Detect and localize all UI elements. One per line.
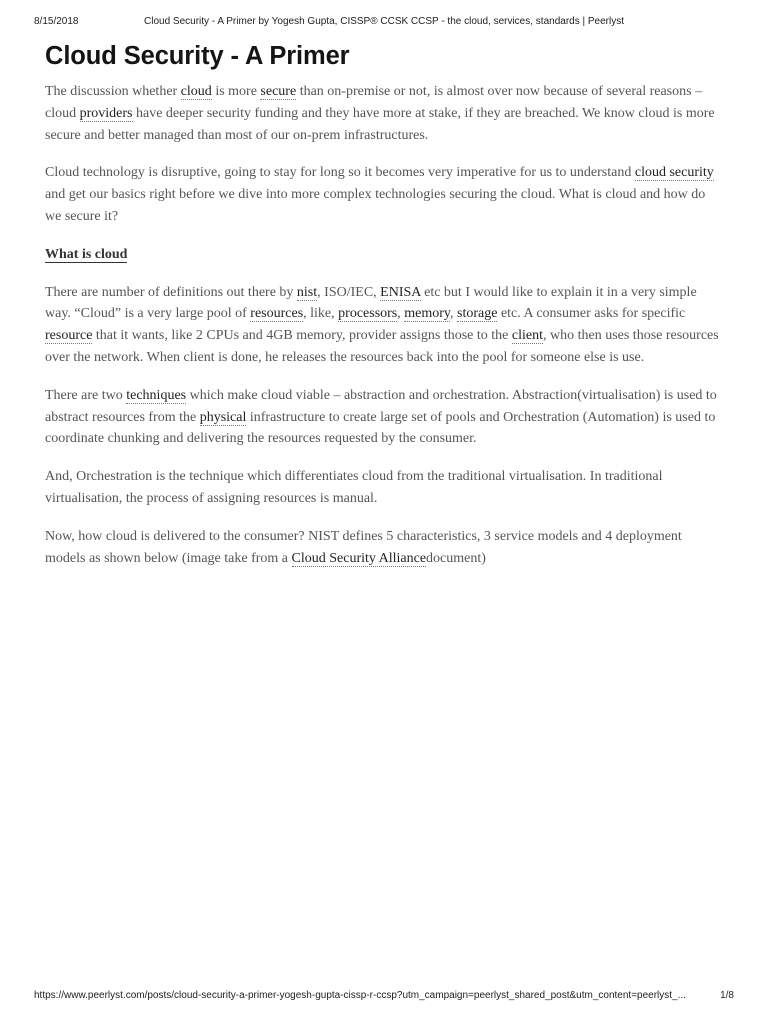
text: which make cloud viable – abstraction and orchestration. Abstraction(virtualisation) is used to abstract resources from the [45, 387, 717, 425]
print-date: 8/15/2018 [34, 16, 79, 27]
link-enisa[interactable]: ENISA [380, 284, 421, 300]
link-processors[interactable]: processors [338, 306, 398, 322]
text: that it wants, like 2 CPUs and 4GB memory, provider assigns those to the [92, 328, 512, 344]
link-resource[interactable]: resource [45, 328, 93, 344]
text: infrastructure to create large set of pools and Orchestration (Automation) is used to coordinate chunking and delivering the resources requested by the consumer. [45, 409, 716, 447]
link-secure[interactable]: secure [260, 84, 297, 99]
text: , ISO/IEC, [317, 284, 381, 300]
print-header [34, 16, 734, 30]
link-client[interactable]: client [511, 328, 543, 344]
link-nist[interactable]: nist [296, 284, 318, 300]
paragraph-delivery [45, 526, 725, 570]
text: etc but I would like to explain it in a very simple way. “Cloud” is a very large pool of [45, 284, 697, 322]
text: have deeper security funding and they have more at stake, if they are breached. We know cloud is more secure and better managed than most of our on-prem infrastructures. [45, 105, 715, 143]
link-storage[interactable]: storage [457, 306, 498, 322]
section-heading-what-is-cloud[interactable]: What is cloud [45, 246, 128, 262]
paragraph-intro [45, 81, 725, 146]
article-title: Cloud Security - A Primer [45, 42, 350, 70]
text: , [397, 306, 405, 322]
article-body [45, 40, 725, 585]
text: etc. A consumer asks for specific [497, 306, 686, 322]
section-heading-container [45, 244, 725, 266]
text: There are number of definitions out there by [45, 284, 297, 300]
text: is more [211, 84, 261, 99]
text: Cloud technology is disruptive, going to stay for long so it becomes very imperative for us to understand [45, 165, 635, 181]
link-techniques[interactable]: techniques [126, 387, 187, 403]
text: , like, [303, 306, 339, 322]
link-memory[interactable]: memory [404, 306, 451, 322]
paragraph-definitions [45, 282, 725, 369]
page-number: 1/8 [720, 990, 734, 1001]
print-url: https://www.peerlyst.com/posts/cloud-security-a-primer-yogesh-gupta-cissp-r-ccsp?utm_campaign=peerlyst_shared_post&utm_content=peerlyst_... [34, 990, 686, 1001]
link-cloud-security[interactable]: cloud security [634, 165, 714, 181]
link-providers[interactable]: providers [79, 105, 133, 121]
link-resources[interactable]: resources [250, 306, 304, 322]
print-page-title: Cloud Security - A Primer by Yogesh Gupta, CISSP® CCSK CCSP - the cloud, services, standards | Peerlyst [144, 16, 624, 27]
text: There are two [45, 387, 127, 403]
text: , who then uses those resources over the network. When client is done, he releases the resources back into the pool for someone else is use. [45, 328, 719, 365]
text: Now, how cloud is delivered to the consumer? NIST defines 5 characteristics, 3 service models and 4 deployment models as shown below (image take from a [45, 528, 682, 566]
link-cloud-security-alliance[interactable]: Cloud Security Alliance [291, 550, 427, 566]
link-physical[interactable]: physical [199, 409, 247, 425]
print-footer [34, 990, 734, 1004]
text: The discussion whether [45, 84, 181, 99]
text: than on-premise or not, is almost over now because of several reasons – cloud [45, 84, 703, 121]
link-cloud[interactable]: cloud [180, 84, 212, 99]
text: and get our basics right before we dive into more complex technologies securing the cloud. What is cloud and how do we secure it? [45, 187, 706, 224]
paragraph-disruptive [45, 162, 725, 227]
paragraph-techniques [45, 385, 725, 450]
text: , [450, 306, 458, 322]
text: document) [426, 550, 486, 566]
paragraph-orchestration: And, Orchestration is the technique which differentiates cloud from the traditional virtualisation. In traditional virtualisation, the process of assigning resources is manual. [45, 469, 663, 506]
